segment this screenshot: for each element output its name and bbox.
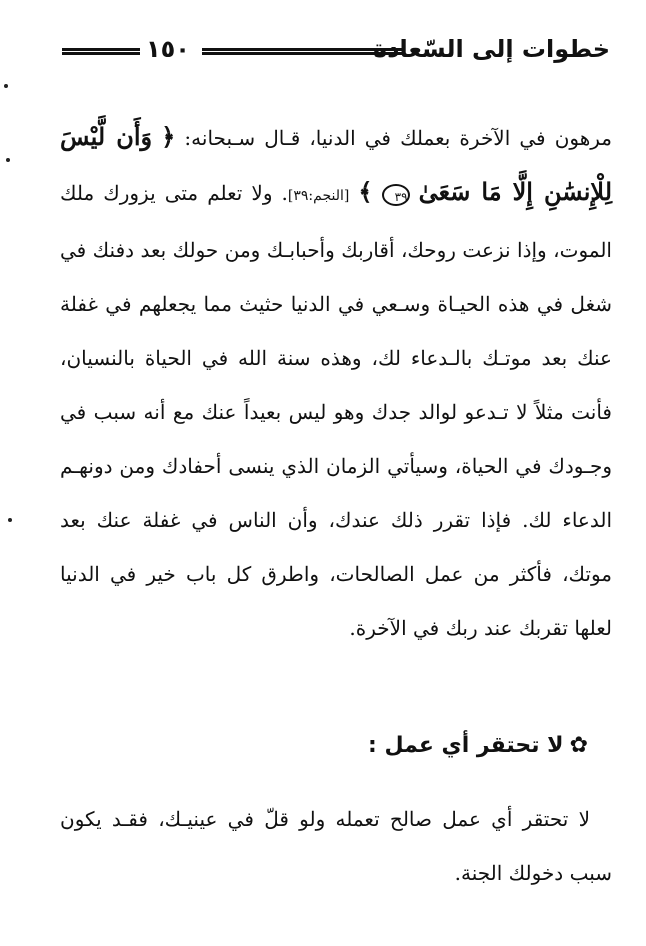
quran-verse: وَأَن لَّيْسَ لِلْإِنسَٰنِ إِلَّا مَا سَعَىٰ: [60, 122, 613, 206]
section-heading-text: لا تحتقر أي عمل :: [368, 733, 564, 758]
paragraph-1: [60, 110, 612, 655]
scan-edge-mark: [6, 158, 10, 162]
verse-citation: [النجم:٣٩]: [287, 188, 350, 204]
scan-edge-mark: [4, 84, 8, 88]
page-header: [62, 30, 610, 70]
quran-verse-close: ﴾: [358, 177, 373, 206]
paragraph-1-start: مرهون في الآخرة بعملك في الدنيا، قـال سـبحانه:: [184, 126, 613, 150]
paragraph-2: لا تحتقر أي عمل صالح تعمله ولو قلّ في عينيـك، فقـد يكون سبب دخولك الجنة.: [60, 807, 612, 885]
running-title: خطوات إلى السّعادة: [373, 35, 610, 63]
paragraph-1-rest: . ولا تعلم متى يزورك ملك الموت، وإذا نزعت روحك، أقاربك وأحبابـك ومن حولك بعد دفنك في شغل في هذه الحيـاة وسـعي في الدنيا حثيث مما يجعلهم في غفلة عنك بعد موتـك بالـدعاء لك، وهذه سنة الله في الحياة بالنسيان، فأنت مثلاً لا تـدعو لوالد جدك وهو ليس بعيداً عنك مع أنه سبب في وجـودك في الحياة، وسيأتي الزمان الذي ينسى أحفادك ومن دونهـم الدعاء لك. فإذا تقرر ذلك عندك، وأن الناس في غفلة عنك بعد موتك، فأكثر من عمل الصالحات، واطرق كل باب خير في الدنيا لعلها تقربك عند ربك في الآخرة.: [60, 181, 613, 640]
section-paragraph: [60, 792, 612, 900]
header-rule-right: [202, 48, 402, 55]
section-heading: [368, 726, 588, 766]
header-rule-left: [62, 48, 140, 55]
flower-bullet-icon: ✿: [569, 733, 588, 758]
page-number: ١٥٠: [146, 35, 190, 63]
quran-verse-open: ﴿: [161, 122, 176, 151]
main-paragraph: [60, 110, 612, 655]
scan-edge-mark: [8, 518, 12, 522]
ayah-number-icon: ٣٩: [382, 184, 410, 206]
